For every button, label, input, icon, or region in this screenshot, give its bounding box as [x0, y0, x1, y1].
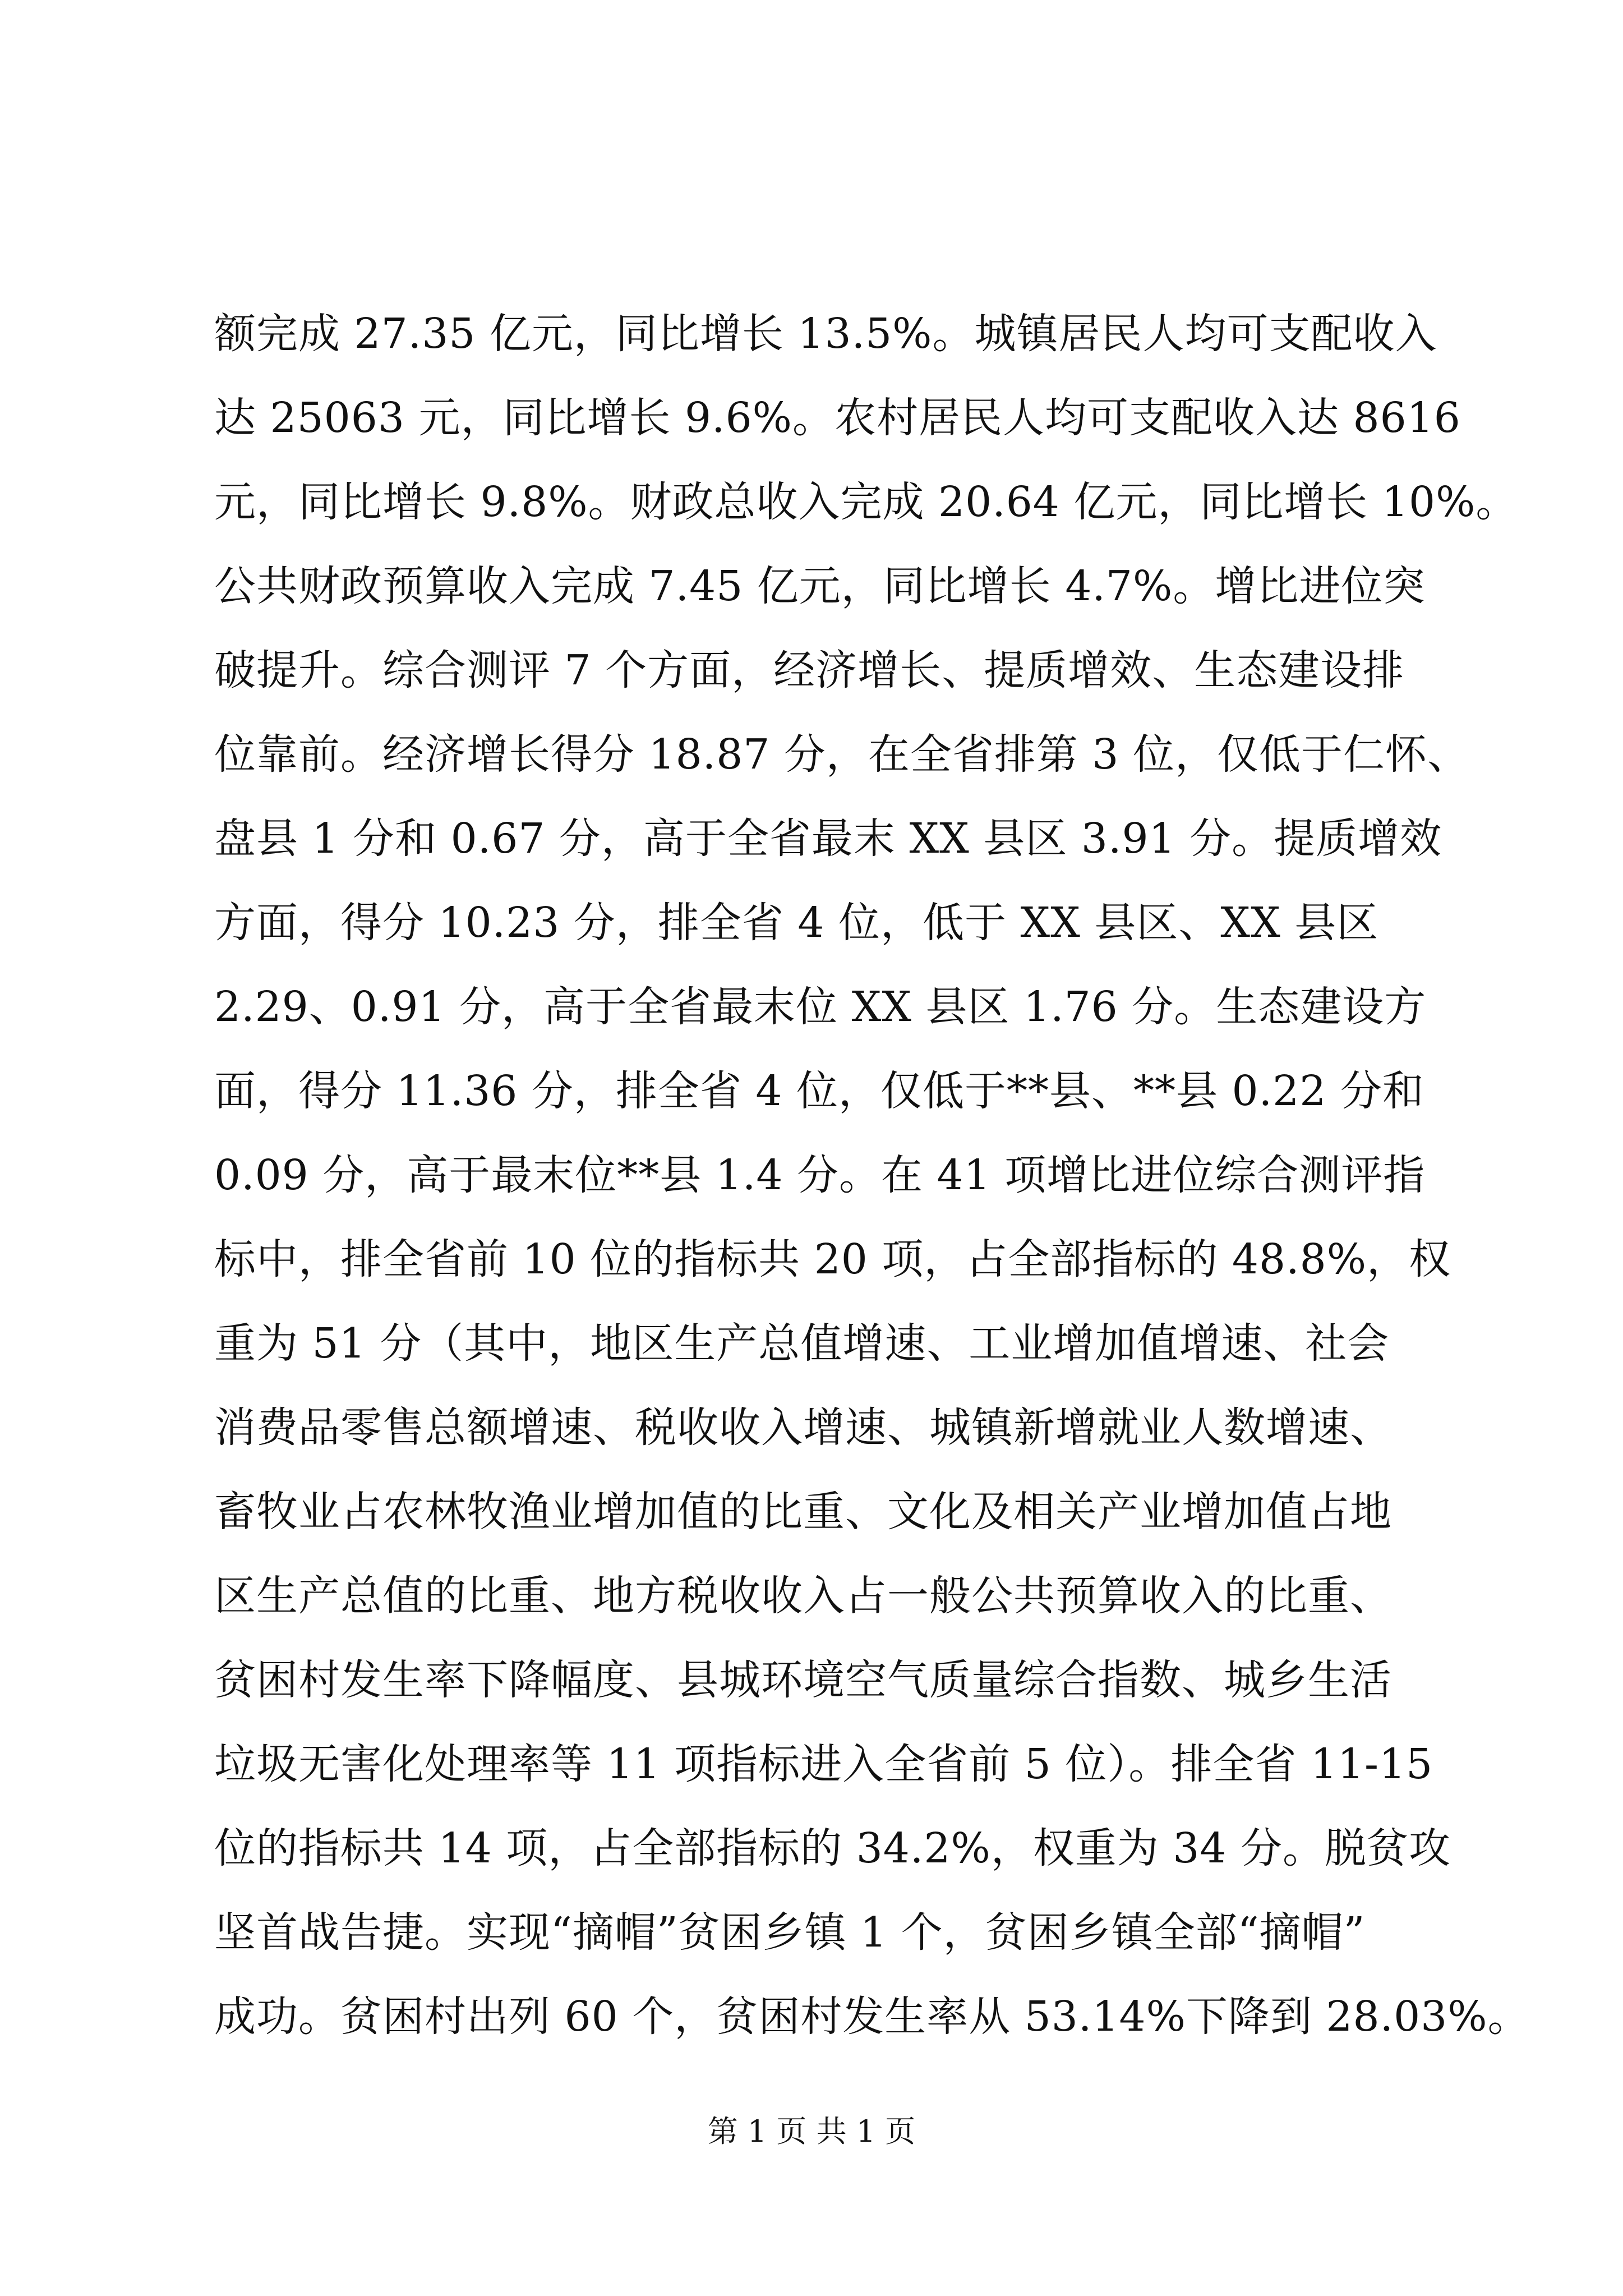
text-line: 畜牧业占农林牧渔业增加值的比重、文化及相关产业增加值占地 — [214, 1488, 1392, 1536]
text-line: 成功。贫困村出列 60 个，贫困村发生率从 53.14%下降到 28.03%。 — [214, 1993, 1530, 2041]
text-line: 坚首战告捷。实现“摘帽”贫困乡镇 1 个，贫困乡镇全部“摘帽” — [214, 1908, 1366, 1957]
text-line: 破提升。综合测评 7 个方面，经济增长、提质增效、生态建设排 — [214, 646, 1405, 694]
page-footer: 第 1 页 共 1 页 — [707, 2114, 916, 2149]
text-line: 区生产总值的比重、地方税收收入占一般公共预算收入的比重、 — [214, 1572, 1392, 1620]
text-line: 位靠前。经济增长得分 18.87 分，在全省排第 3 位，仅低于仁怀、 — [214, 730, 1470, 779]
text-line: 0.09 分，高于最末位**县 1.4 分。在 41 项增比进位综合测评指 — [214, 1151, 1426, 1199]
text-line: 贫困村发生率下降幅度、县城环境空气质量综合指数、城乡生活 — [214, 1656, 1392, 1704]
text-line: 消费品零售总额增速、税收收入增速、城镇新增就业人数增速、 — [214, 1404, 1392, 1452]
text-line: 面，得分 11.36 分，排全省 4 位，仅低于**县、**县 0.22 分和 — [214, 1067, 1424, 1115]
body-text — [214, 292, 1530, 2059]
text-line: 方面，得分 10.23 分，排全省 4 位，低于 XX 县区、XX 县区 — [214, 899, 1379, 947]
text-line: 垃圾无害化处理率等 11 项指标进入全省前 5 位）。排全省 11-15 — [214, 1740, 1433, 1788]
text-line: 额完成 27.35 亿元，同比增长 13.5%。城镇居民人均可支配收入 — [214, 310, 1437, 358]
text-line: 盘县 1 分和 0.67 分，高于全省最末 XX 县区 3.91 分。提质增效 — [214, 815, 1442, 863]
text-line: 元，同比增长 9.8%。财政总收入完成 20.64 亿元，同比增长 10%。 — [214, 478, 1518, 526]
text-line: 位的指标共 14 项，占全部指标的 34.2%，权重为 34 分。脱贫攻 — [214, 1824, 1451, 1872]
text-line: 公共财政预算收入完成 7.45 亿元，同比增长 4.7%。增比进位突 — [214, 562, 1426, 610]
text-line: 达 25063 元，同比增长 9.6%。农村居民人均可支配收入达 8616 — [214, 394, 1461, 442]
text-line: 2.29、0.91 分，高于全省最末位 XX 县区 1.76 分。生态建设方 — [214, 983, 1427, 1031]
text-line: 重为 51 分（其中，地区生产总值增速、工业增加值增速、社会 — [214, 1319, 1390, 1368]
text-line: 标中，排全省前 10 位的指标共 20 项，占全部指标的 48.8%，权 — [214, 1235, 1451, 1283]
